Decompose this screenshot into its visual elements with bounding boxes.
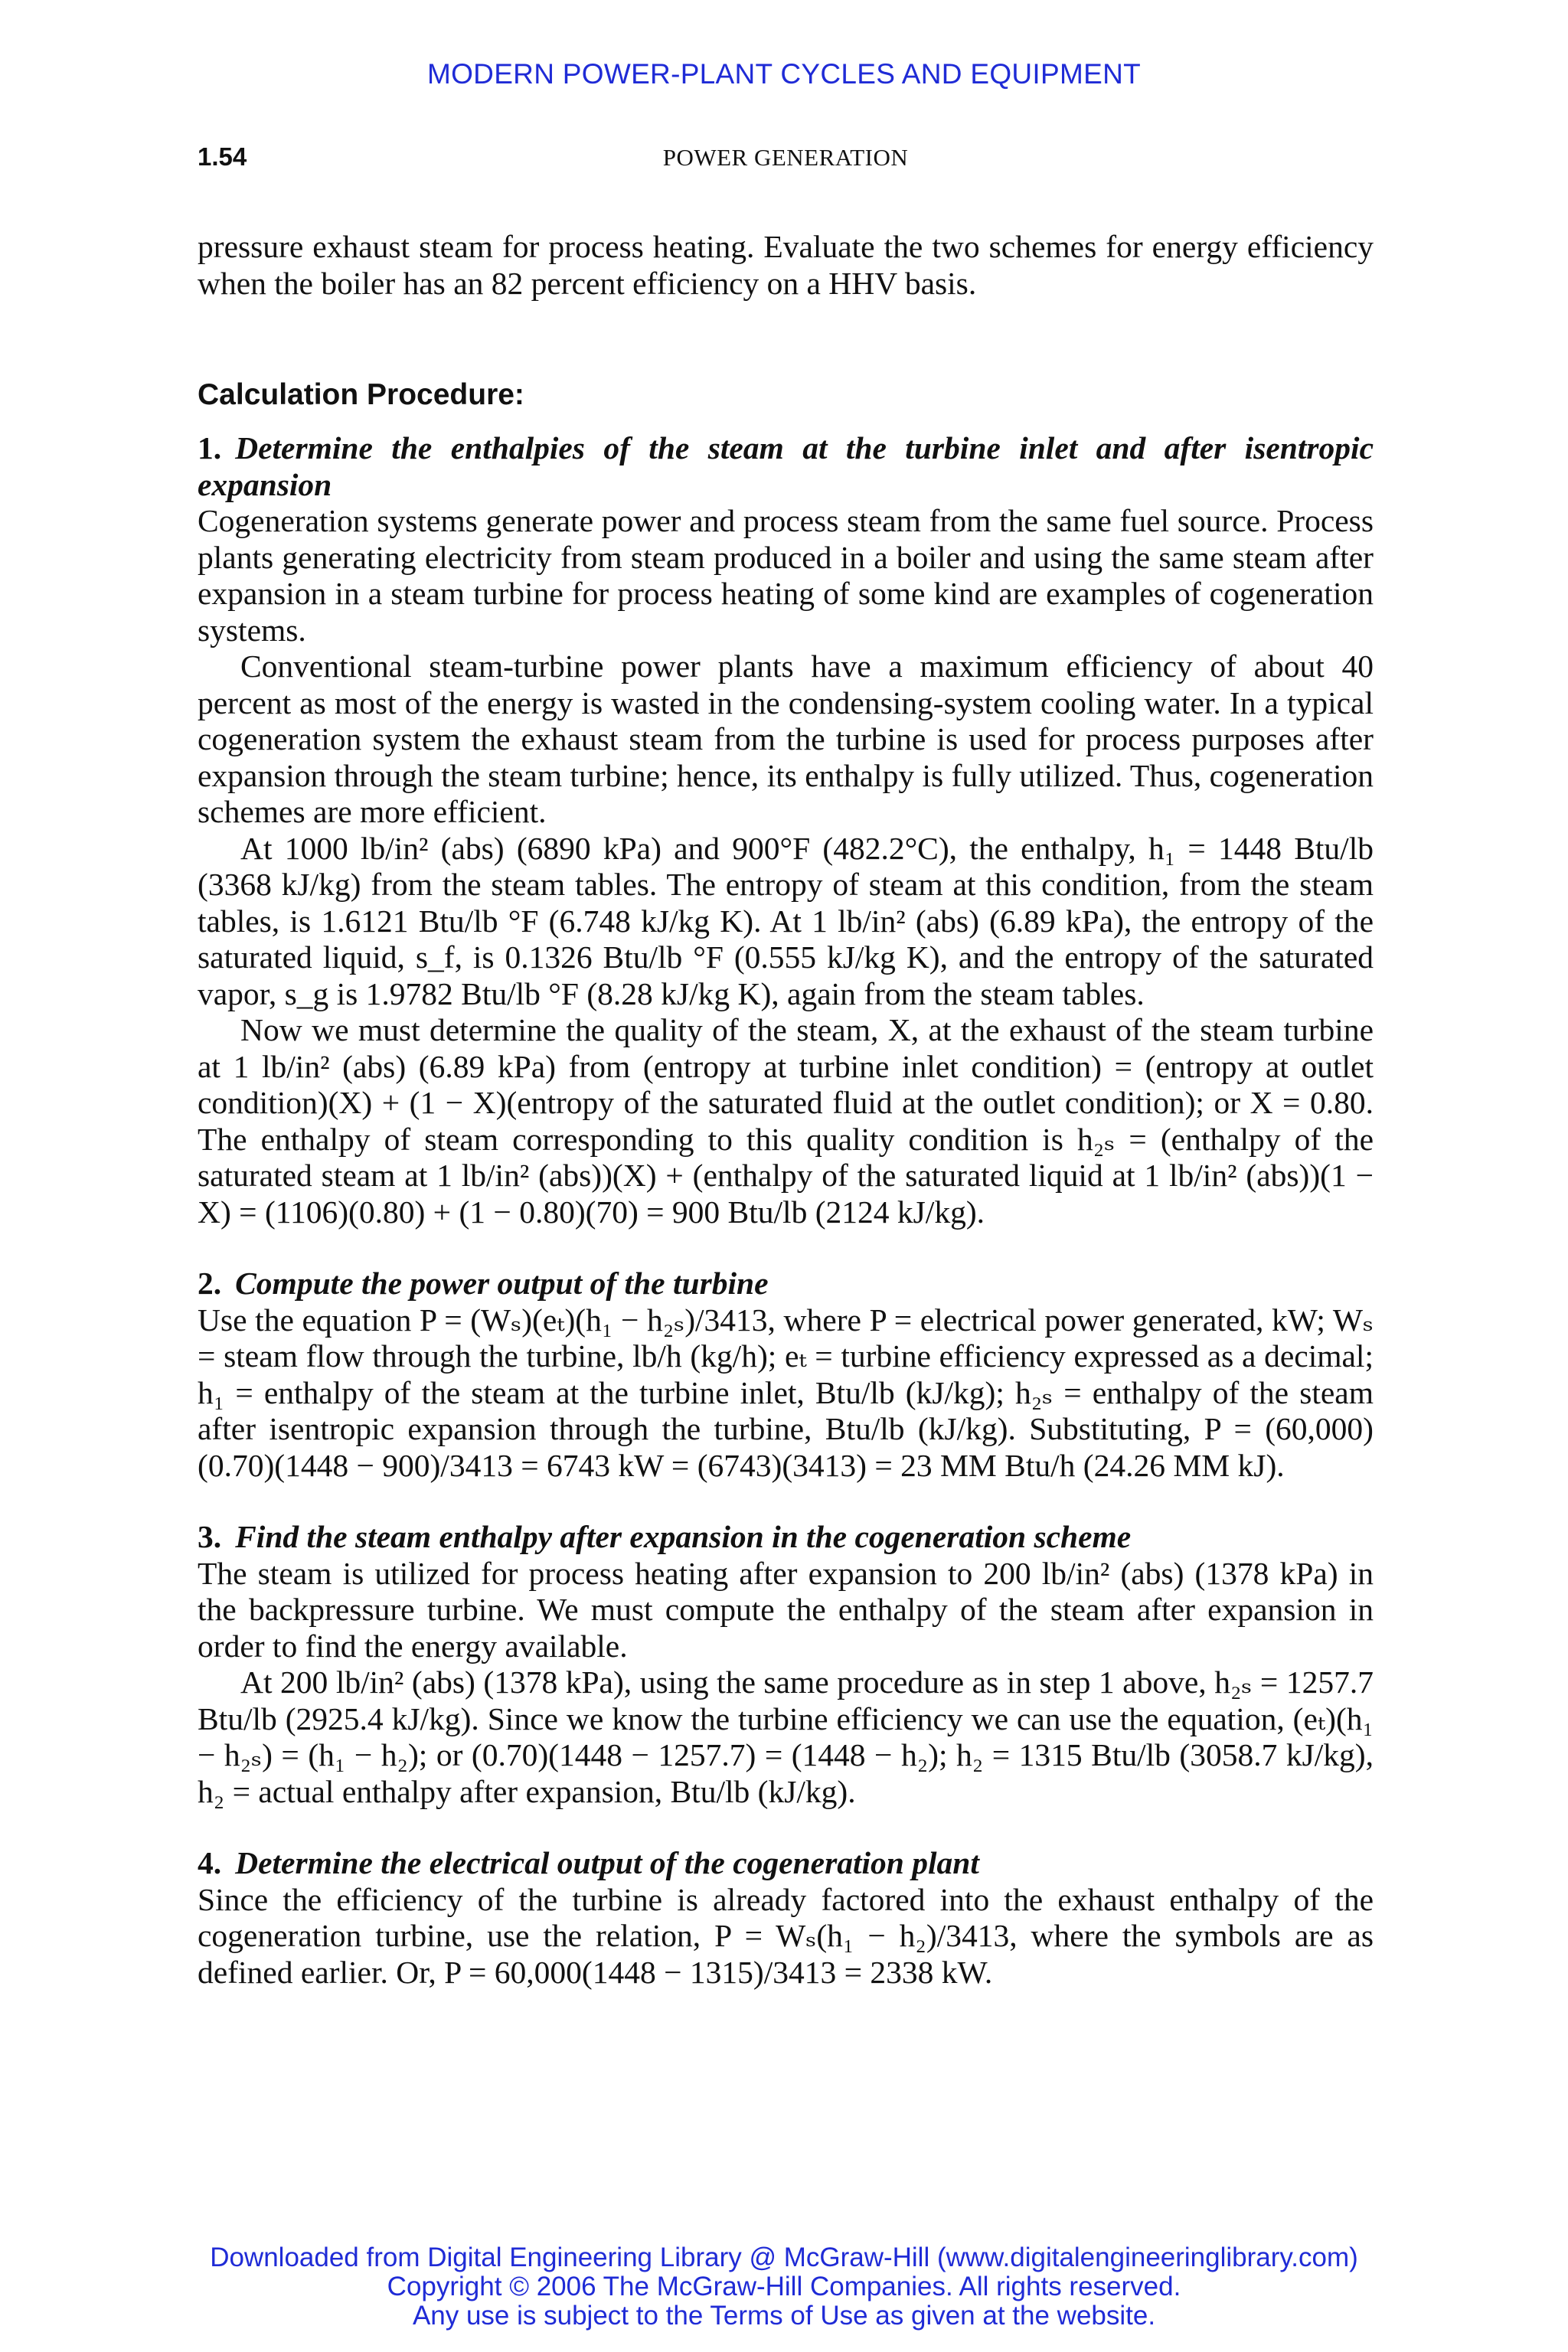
- step-number: 1.: [198, 430, 222, 466]
- footer-copyright: Copyright © 2006 The McGraw-Hill Companies. All rights reserved.: [387, 2272, 1181, 2301]
- step-title: Determine the enthalpies of the steam at the turbine inlet and after isentropic expansion: [198, 430, 1374, 502]
- step-3: [198, 1519, 1374, 1810]
- step-1: [198, 430, 1374, 1230]
- paragraph: Use the equation P = (Wₛ)(eₜ)(h₁ − h₂ₛ)/3413, where P = electrical power generated, kW; Wₛ = steam flow through the turbine, lb/h (kg/h); eₜ = turbine efficiency expressed as a decimal; h₁ = enthalpy of the steam at the turbine inlet, Btu/lb (kJ/kg); h₂ₛ = enthalpy of the steam after isentropic expansion through the turbine, Btu/lb (kJ/kg). Substituting, P = (60,000)(0.70)(1448 − 900)/3413 = 6743 kW = (6743)(3413) = 23 MM Btu/h (24.26 MM kJ).: [198, 1302, 1374, 1483]
- step-4: [198, 1845, 1374, 1991]
- step-title: Determine the electrical output of the cogeneration plant: [235, 1845, 979, 1880]
- step-heading: [198, 1266, 1374, 1302]
- footer: [0, 2243, 1568, 2331]
- step-2: [198, 1266, 1374, 1484]
- running-title: POWER GENERATION: [662, 144, 909, 171]
- step-title: Compute the power output of the turbine: [235, 1266, 769, 1301]
- paragraph: Now we must determine the quality of the steam, X, at the exhaust of the steam turbine at 1 lb/in² (abs) (6.89 kPa) from (entropy at turbine inlet condition) = (entropy at outlet condition)(X) + (1 − X)(entropy of the saturated fluid at the outlet condition); or X = 0.80. The enthalpy of steam corresponding to this quality condition is h₂ₛ = (enthalpy of the saturated steam at 1 lb/in² (abs))(X) + (enthalpy of the saturated liquid at 1 lb/in² (abs))(1 − X) = (1106)(0.80) + (1 − 0.80)(70) = 900 Btu/lb (2124 kJ/kg).: [198, 1012, 1374, 1230]
- chapter-banner-link[interactable]: MODERN POWER-PLANT CYCLES AND EQUIPMENT: [426, 58, 1142, 90]
- footer-download-link[interactable]: Downloaded from Digital Engineering Library @ McGraw-Hill (www.digitalengineeringlibrary.com): [210, 2243, 1358, 2272]
- page-body: [198, 229, 1374, 1991]
- step-number: 4.: [198, 1845, 222, 1880]
- paragraph: Since the efficiency of the turbine is already factored into the exhaust enthalpy of the cogeneration turbine, use the relation, P = Wₛ(h₁ − h₂)/3413, where the symbols are as defined earlier. Or, P = 60,000(1448 − 1315)/3413 = 2338 kW.: [198, 1881, 1374, 1990]
- step-number: 2.: [198, 1266, 222, 1301]
- paragraph: At 200 lb/in² (abs) (1378 kPa), using the same procedure as in step 1 above, h₂ₛ = 1257.7 Btu/lb (2925.4 kJ/kg). Since we know the turbine efficiency we can use the equation, (eₜ)(h₁ − h₂ₛ) = (h₁ − h₂); or (0.70)(1448 − 1257.7) = (1448 − h₂); h₂ = 1315 Btu/lb (3058.7 kJ/kg), h₂ = actual enthalpy after expansion, Btu/lb (kJ/kg).: [198, 1664, 1374, 1809]
- paragraph: The steam is utilized for process heating after expansion to 200 lb/in² (abs) (1378 kPa) in the backpressure turbine. We must compute the enthalpy of the steam after expansion in order to find the energy available.: [198, 1555, 1374, 1664]
- paragraph: Cogeneration systems generate power and process steam from the same fuel source. Process plants generating electricity from steam produced in a boiler and using the same steam after expansion in a steam turbine for process heating of some kind are examples of cogeneration systems.: [198, 503, 1374, 648]
- intro-paragraph: pressure exhaust steam for process heating. Evaluate the two schemes for energy efficiency when the boiler has an 82 percent efficiency on a HHV basis.: [198, 229, 1374, 301]
- paragraph: Conventional steam-turbine power plants have a maximum efficiency of about 40 percent as most of the energy is wasted in the condensing-system cooling water. In a typical cogeneration system the exhaust steam from the turbine is used for process purposes after expansion through the steam turbine; hence, its enthalpy is fully utilized. Thus, cogeneration schemes are more efficient.: [198, 648, 1374, 829]
- step-heading: [198, 1519, 1374, 1556]
- page-number: 1.54: [198, 142, 247, 171]
- running-head: [198, 142, 1374, 176]
- step-number: 3.: [198, 1519, 222, 1554]
- section-label: Calculation Procedure:: [198, 378, 524, 411]
- step-title: Find the steam enthalpy after expansion in the cogeneration scheme: [235, 1519, 1132, 1554]
- paragraph: At 1000 lb/in² (abs) (6890 kPa) and 900°F (482.2°C), the enthalpy, h₁ = 1448 Btu/lb (3368 kJ/kg) from the steam tables. The entropy of steam at this condition, from the steam tables, is 1.6121 Btu/lb °F (6.748 kJ/kg K). At 1 lb/in² (abs) (6.89 kPa), the entropy of the saturated liquid, s_f, is 0.1326 Btu/lb °F (0.555 kJ/kg K), and the entropy of the saturated vapor, s_g is 1.9782 Btu/lb °F (8.28 kJ/kg K), again from the steam tables.: [198, 830, 1374, 1011]
- step-heading: [198, 1845, 1374, 1882]
- footer-terms-link[interactable]: Any use is subject to the Terms of Use as given at the website.: [412, 2301, 1156, 2331]
- step-heading: [198, 430, 1374, 503]
